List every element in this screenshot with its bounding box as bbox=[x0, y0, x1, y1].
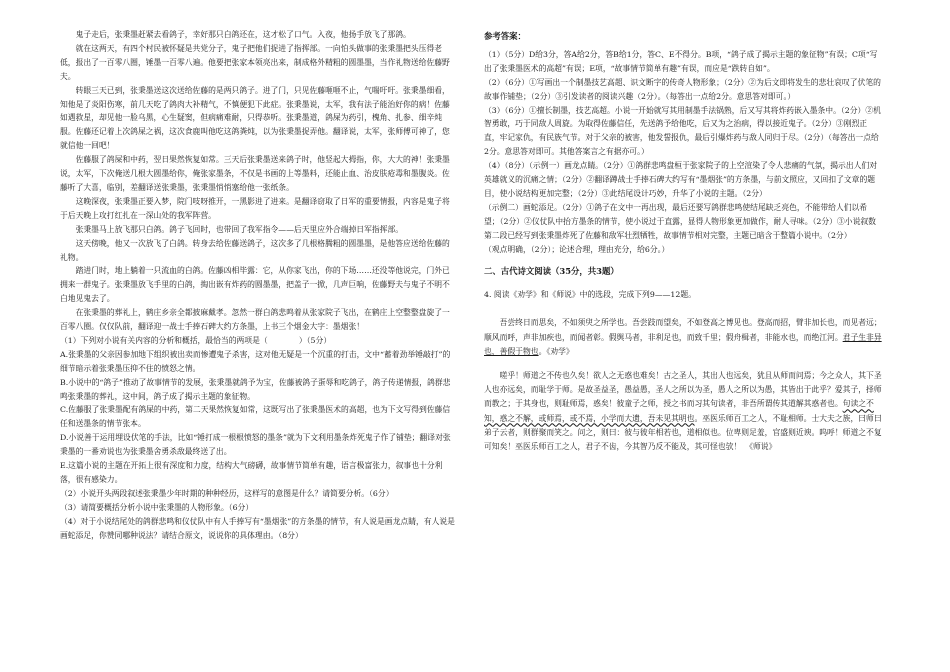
shi-shuo-passage bbox=[484, 369, 882, 454]
reading-instruction: 4. 阅读《劝学》和《师说》中的选段，完成下列9——12题。 bbox=[484, 290, 696, 300]
option-b: B.小说中的“鸽子”推动了故事情节的发展，张秉墨就鸽予为宝，佐藤被鸽子蛋辱和吃鸽子，鸽子传递情报，鸽群悲鸣张秉墨的葬礼，这中间，鸽子成了揭示主题的象征物。 bbox=[60, 377, 451, 401]
question-1: （1）下列对小说有关内容的分析和概括，最恰当的两项是（ ）（5分） bbox=[60, 335, 332, 345]
left-column bbox=[60, 28, 455, 543]
story-paragraph: 张秉墨马上放飞那只白鸽。鸽子飞回时，也带回了我军指令——后天里应外合端掉日军指挥部。 bbox=[75, 224, 404, 234]
story-paragraph: 在张秉墨的葬礼上，鹤庄乡亲全都披麻戴孝。忽然一群白鸽悲鸣着从张家院子飞出，在鹤庄上空整整盘旋了一百零八圈。仅仅队前，翻译迎一战士手捧石碑大约方条墨，上书三个烟金大字：墨烟张！ bbox=[60, 308, 450, 332]
story-paragraph: 鬼子走后，张秉墨赶紧去看鸽子，幸好那只白鸽还在，这才松了口气。入夜，他扬手放飞了那鸽。 bbox=[75, 30, 411, 39]
answer-2: （2）（6分）①写画出一个制墨技艺高超、识文断字的传奇人物形象；（2分）②为后文即将发生的悲壮哀叹了伏笔的故事作铺垫；（2分）③引发读者的阅读兴趣（2分）。（每答出一点给2分。意思答对即可。） bbox=[484, 77, 881, 101]
shi-shuo-underlined-sentence: 句读之不知，惑之不解，或师焉，或不焉，小学而大遗，吾未见其明也 bbox=[484, 399, 874, 423]
section-title-classical: 二、古代诗文阅读（35分，共3题） bbox=[484, 265, 619, 276]
answer-4-example-2: （示例二）画蛇添足。（2分）①鸽子在文中一再出现，最后还要写鸽群悲鸣使结尾缺乏亮色，不能带给人们以希望；（2分）②仪仗队中抬方墨条的情节，使小说过于直露，显得人物形象更加做作，耐人寻味。（2分）③小说叙数第二段已经写到张秉墨炸死了佐藤和敌军壮烈牺牲，故事情节相对完整，主题已暗含于整篇小说中。（2分） bbox=[484, 202, 876, 240]
shi-shuo-rest: 。巫医乐师百工之人，不耻相师。士大夫之族，曰师曰弟子云者，则群聚而笑之。问之，则曰：彼与彼年相若也，道相似也。位卑则足羞，官盛则近谀。呜呼！师道之不复可知矣！巫医乐师百工之人，君子不齿，今其智乃反不能及，其可怪也欤！ 《师说》 bbox=[484, 413, 882, 451]
option-d: D.小说善于运用埋设伏笔的手法，比如“锤打成一根根愤怒的墨条”就为下文利用墨条炸死鬼子作了铺垫；翻译对张秉墨的一番劝说也为张秉墨舍勇杀敌最终送了出。 bbox=[60, 433, 451, 457]
story-paragraph: 就在这两天，有四个村民被怀疑是共党分子，鬼子把他们捉进了指挥部。一向怕头做事的张秉墨把头压得老低，报出了一百零八圈，锤墨一百零八遍。他要把张家本领亮出来，制成格外精粗的圆墨墨，当作礼物送给佐藤野夫。 bbox=[60, 43, 450, 81]
quan-xue-source: 。《劝学》 bbox=[538, 346, 574, 356]
right-column bbox=[484, 28, 882, 454]
quan-xue-passage bbox=[484, 316, 882, 359]
quan-xue-underlined-sentence: 君子生非异也，善假于物也 bbox=[484, 332, 882, 356]
option-c: C.佐藤服了张秉墨配有鸽屎的中药，第二天果然恢复如常，这既写出了张秉墨医术的高超，也为下文写得到佐藤信任和送墨条的情节张本。 bbox=[60, 405, 451, 429]
option-e: E.这篇小说的主题在开拓上很有深度和力度，结构大气磅礴，故事情节简单有趣，语言极富张力，叙事也十分利落，很有感染力。 bbox=[60, 461, 443, 484]
answer-4-scoring-note: （观点明确，（2分）；论述合理，理由充分，给6分。） bbox=[484, 244, 670, 254]
question-4: （4）对于小说结尾处的鸽群悲鸣和仪仗队中有人手捧写有“墨烟张”的方条墨的情节，有人说是画龙点睛，有人说是画蛇添足，你赞同哪种说法？请结合原文，说说你的具体理由。（8分） bbox=[60, 516, 455, 540]
quan-xue-text: 吾尝终日而思矣，不如须臾之所学也。吾尝跂而望矣，不如登高之博见也。登高而招，臂非加长也，而见者远；顺风而呼，声非加疾也，而闻者彰。假舆马者，非利足也，而致千里；假舟楫者，非能水也，而绝江河。 bbox=[484, 318, 882, 342]
story-paragraph: 踏进门时，地上躺着一只流血的白鸽。佐藤凶相毕露：它，从你家飞出，你的下场……还没等他说完，门外已拥来一群鬼子。张秉墨放飞手里的白鸽，掏出嵌有炸药的圆墨墨，把盖子一掀，几声巨响，佐藤野夫与鬼子不明不白地见鬼去了。 bbox=[60, 266, 450, 304]
answer-4-example-1: （4）（8分）（示例一）画龙点睛。（2分）①鸽群悲鸣盘桓于张家院子的上空渲染了令人悲痛的气氛，揭示出人们对英雄就义的沉痛之情；（2分）②翻译蹲战士手捧石碑大约写有“墨烟张”的方条墨，与前文照应，又回扣了文章的题目，使小说结构更加完整；（2分）③此结尾设计巧妙，升华了小说的主题。（2分） bbox=[484, 161, 878, 198]
question-3: （3）请简要概括分析小说中张秉墨的人物形象。（6分） bbox=[60, 502, 254, 512]
story-paragraph: 佐藤服了鸽屎和中药，翌日果然恢复如常。三天后张秉墨送来鸽子时，他竖起大拇指，你，大大的神！张秉墨说，太军，下次俺送几根大圆墨给你，俺张家墨条，不仅是书画的上等墨料，还能止血、治皮肤疮毒和墨腹炎。佐藤听了大喜，临别，差翻译送张秉墨，张秉墨悄悄塞给他一张纸条。 bbox=[60, 155, 450, 192]
answer-1: （1）（5分）D给3分，答A给2分，答B给1分，答C、E不得分。B项，“鸽子成了揭示主题的象征物”有误；C项“写出了张秉墨医术的高超”有误；E项，“故事情节简单有趣”有误，而应是“跌转自如”。 bbox=[484, 49, 878, 73]
shi-shuo-text: 嗟乎！师道之不传也久矣！欲人之无惑也难矣！古之圣人，其出人也远矣，犹且从师而问焉；今之众人，其下圣人也亦远矣，而耻学于师。是故圣益圣，愚益愚，圣人之所以为圣，愚人之所以为愚，其皆出于此乎？爱其子，择师而教之；于其身也，则耻师焉，惑矣！彼童子之师，授之书而习其句读者，非吾所谓传其道解其惑者也。 bbox=[484, 370, 882, 409]
story-paragraph: 转眼三天已到，张秉墨送这次送给佐藤的是两只鸽子。进了门，只见佐藤咂咂不止，气喘吁吁。张秉墨细看，知他是了炎阳伤寒，前几天吃了鸽肉大补精气，不慎便犯下此症。张秉墨说，太军，我有法子能治好你的病！佐藤如遇救星，却见他一脸乌黑，心生疑窦，但病痛难耐，只得恭听。张秉墨道，鸽屎为药引，槐角、扎参、细辛炖服。佐藤还记着上次鸽屎之祸，这次食鹿叫他吃这鸽粪炖，以为张秉墨捉弄他。翻译说，太军，张师傅可神了，您就信他一回吧！ bbox=[60, 85, 450, 151]
story-paragraph: 这晚深夜，张秉墨正要入梦，院门吱呀推开，一黑影进了进来。是翻译窃取了日军的重要情报，内容是鬼子将于后天晚上攻打红扎在一深山处的我军阵营。 bbox=[60, 196, 450, 220]
answer-3: （3）（6分）①擅长制墨，技艺高超。小说一开始就写其用制墨手法锅熟，后又写其将炸药嵌入墨条中。（2分）②机智勇敢，巧于同敌人周旋。为取得佐藤信任，先送鸽予给他吃，后又为之治病，得以接近鬼子。（2分）③刚烈正直，牢记家仇，有民族气节。对于父亲的被害，他发誓报仇，最后引爆炸药与敌人同归于尽。（2分）（每答出一点给2分。意思答对即可。其他答案言之有据亦可。） bbox=[484, 105, 881, 157]
answers-title: 参考答案： bbox=[484, 31, 526, 41]
option-a: A.张秉墨的父亲因参加地下组织被出卖而惨遭鬼子杀害，这对他无疑是一个沉重的打击，文中“蓄着劲举锤敲打”的细节暗示着张秉墨压抑不住的愤怒之情。 bbox=[60, 349, 451, 373]
story-paragraph: 这天傍晚，他又一次放飞了白鸽。转身去给佐藤送鸽子，这次多了几根格腾粗的圆墨墨，是他答应送给佐藤的礼物。 bbox=[60, 238, 450, 262]
question-2: （2）小说开头两段叙述张秉墨少年时期的种种经历，这样写的意图是什么？请简要分析。（6分） bbox=[60, 488, 394, 498]
